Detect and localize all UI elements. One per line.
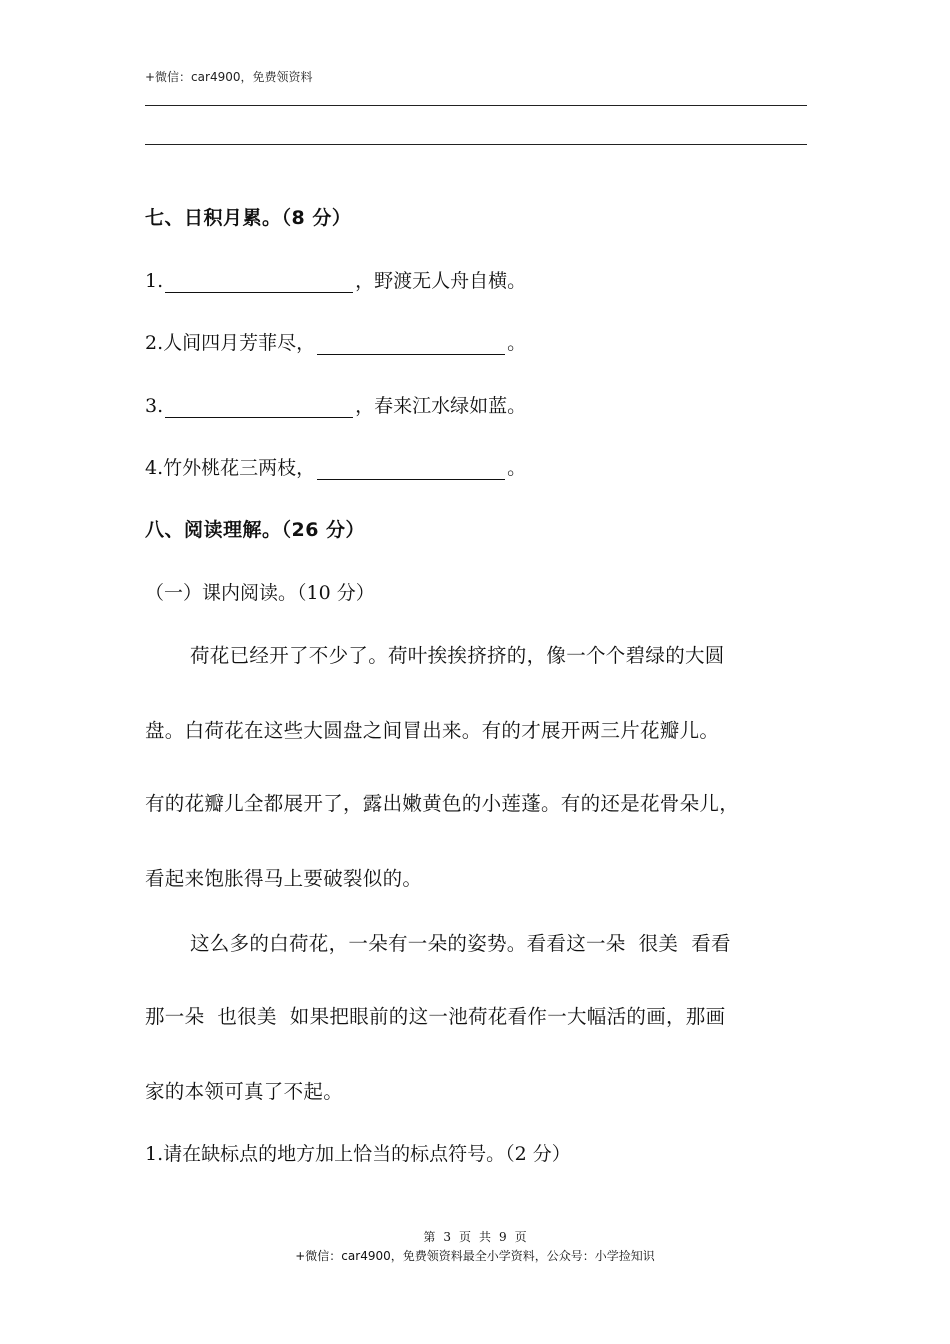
passage-line: 家的本领可真了不起。 [145, 1080, 344, 1103]
page-label: 页 [458, 1230, 471, 1244]
blank-4[interactable] [317, 461, 505, 480]
item-4-suffix: 。 [507, 457, 527, 479]
page-number [0, 1228, 950, 1245]
fill-item-3 [145, 391, 526, 418]
question-1: 1.请在缺标点的地方加上恰当的标点符号。（2 分） [145, 1143, 571, 1165]
item-3-prefix: 3. [145, 395, 164, 417]
blank-2[interactable] [317, 336, 505, 355]
page-label: 页 [514, 1230, 527, 1244]
footer-note: +微信：car4900，免费领资料最全小学资料，公众号：小学捡知识 [295, 1249, 655, 1263]
section-8-title: 八、阅读理解。（26 分） [145, 519, 366, 541]
passage-line: 看起来饱胀得马上要破裂似的。 [145, 867, 423, 890]
page-total: 9 [499, 1230, 507, 1244]
passage-line: 盘。白荷花在这些大圆盘之间冒出来。有的才展开两三片花瓣儿。 [145, 719, 720, 742]
item-2-suffix: 。 [507, 332, 527, 354]
item-1-prefix: 1. [145, 270, 164, 292]
section-7-title: 七、日积月累。（8 分） [145, 207, 352, 229]
blank-3[interactable] [165, 399, 353, 418]
fill-item-2 [145, 328, 526, 355]
page-current: 3 [443, 1230, 451, 1244]
header-note: +微信：car4900，免费领资料 [145, 70, 313, 84]
item-3-suffix: ，春来江水绿如蓝。 [355, 395, 527, 417]
item-1-suffix: ，野渡无人舟自横。 [355, 270, 527, 292]
item-2-prefix: 2.人间四月芳菲尽， [145, 332, 316, 354]
passage-line: 荷花已经开了不少了。荷叶挨挨挤挤的，像一个个碧绿的大圆 [190, 644, 725, 667]
fill-item-4 [145, 453, 526, 480]
subsection-title: （一）课内阅读。（10 分） [145, 582, 375, 604]
fill-item-1 [145, 266, 526, 293]
answer-line-2 [145, 144, 807, 145]
page-label: 第 [423, 1230, 436, 1244]
page-label: 共 [479, 1230, 492, 1244]
passage-line: 那一朵 也很美 如果把眼前的这一池荷花看作一大幅活的画，那画 [145, 1005, 726, 1028]
item-4-prefix: 4.竹外桃花三两枝， [145, 457, 316, 479]
answer-line-1 [145, 105, 807, 106]
passage-line: 有的花瓣儿全都展开了，露出嫩黄色的小莲蓬。有的还是花骨朵儿， [145, 792, 740, 815]
blank-1[interactable] [165, 274, 353, 293]
passage-line: 这么多的白荷花，一朵有一朵的姿势。看看这一朵 很美 看看 [190, 932, 731, 955]
